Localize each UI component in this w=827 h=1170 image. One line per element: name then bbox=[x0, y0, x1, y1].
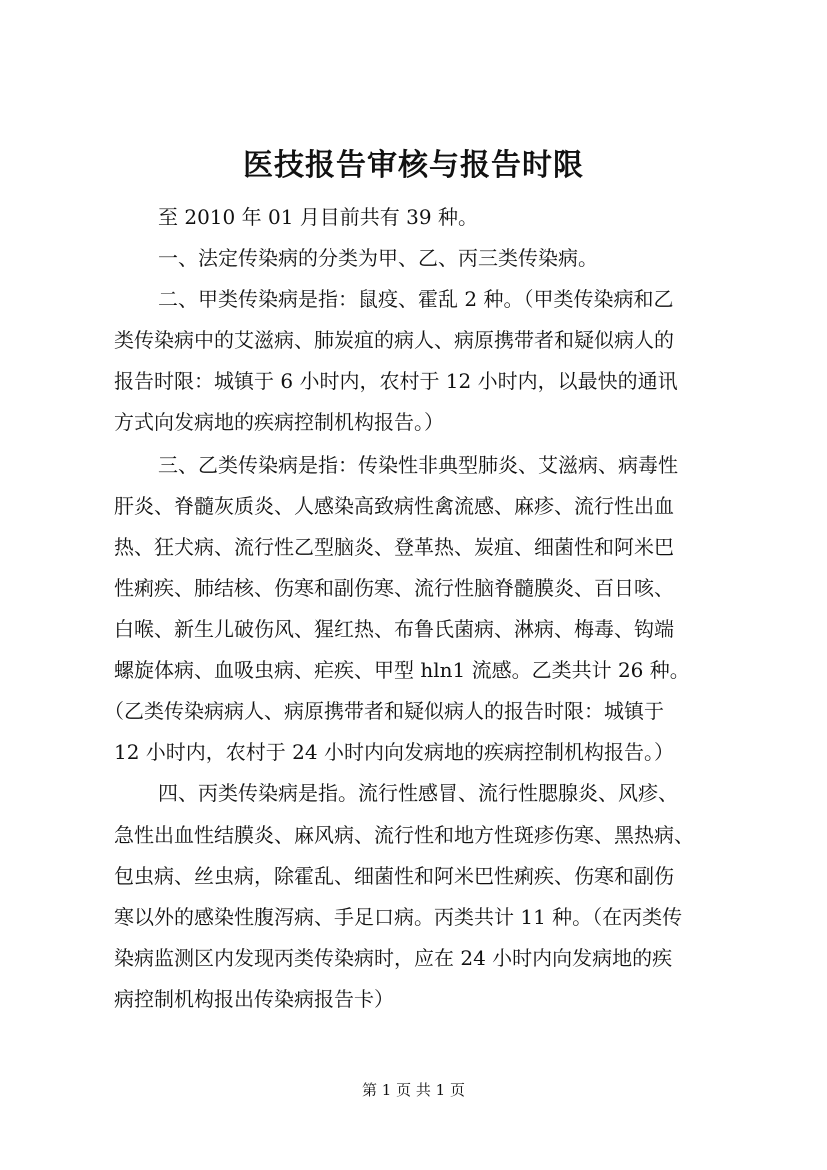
text-line: 12 小时内，农村于 24 小时内向发病地的疾病控制机构报告。） bbox=[114, 740, 674, 764]
text-line: 螺旋体病、血吸虫病、疟疾、甲型 hln1 流感。乙类共计 26 种。 bbox=[114, 658, 690, 682]
text-line: 方式向发病地的疾病控制机构报告。） bbox=[114, 410, 444, 434]
text-line: 寒以外的感染性腹泻病、手足口病。丙类共计 11 种。（在丙类传 bbox=[114, 905, 683, 929]
text-line: （乙类传染病病人、病原携带者和疑似病人的报告时限：城镇于 bbox=[104, 699, 664, 723]
text-line: 类传染病中的艾滋病、肺炭疽的病人、病原携带者和疑似病人的 bbox=[114, 328, 674, 352]
text-line: 至 2010 年 01 月目前共有 39 种。 bbox=[158, 205, 478, 229]
text-line: 一、法定传染病的分类为甲、乙、丙三类传染病。 bbox=[158, 246, 598, 270]
text-line: 急性出血性结膜炎、麻风病、流行性和地方性斑疹伤寒、黑热病、 bbox=[114, 823, 694, 847]
text-line: 肝炎、脊髓灰质炎、人感染高致病性禽流感、麻疹、流行性出血 bbox=[114, 494, 674, 518]
document-title: 医技报告审核与报告时限 bbox=[243, 148, 584, 183]
text-line: 报告时限：城镇于 6 小时内，农村于 12 小时内，以最快的通讯 bbox=[114, 369, 678, 393]
text-line: 二、甲类传染病是指：鼠疫、霍乱 2 种。（甲类传染病和乙 bbox=[158, 287, 674, 311]
text-line: 染病监测区内发现丙类传染病时，应在 24 小时内向发病地的疾 bbox=[114, 946, 673, 970]
text-line: 三、乙类传染病是指：传染性非典型肺炎、艾滋病、病毒性 bbox=[158, 453, 678, 477]
text-line: 白喉、新生儿破伤风、猩红热、布鲁氏菌病、淋病、梅毒、钩端 bbox=[114, 617, 674, 641]
text-line: 热、狂犬病、流行性乙型脑炎、登革热、炭疽、细菌性和阿米巴 bbox=[114, 535, 674, 559]
text-line: 包虫病、丝虫病，除霍乱、细菌性和阿米巴性痢疾、伤寒和副伤 bbox=[114, 864, 674, 888]
page-footer: 第 1 页 共 1 页 bbox=[362, 1081, 465, 1099]
text-line: 四、丙类传染病是指。流行性感冒、流行性腮腺炎、风疹、 bbox=[158, 781, 678, 805]
text-line: 病控制机构报出传染病报告卡） bbox=[114, 987, 394, 1011]
text-line: 性痢疾、肺结核、伤寒和副伤寒、流行性脑脊髓膜炎、百日咳、 bbox=[114, 576, 674, 600]
